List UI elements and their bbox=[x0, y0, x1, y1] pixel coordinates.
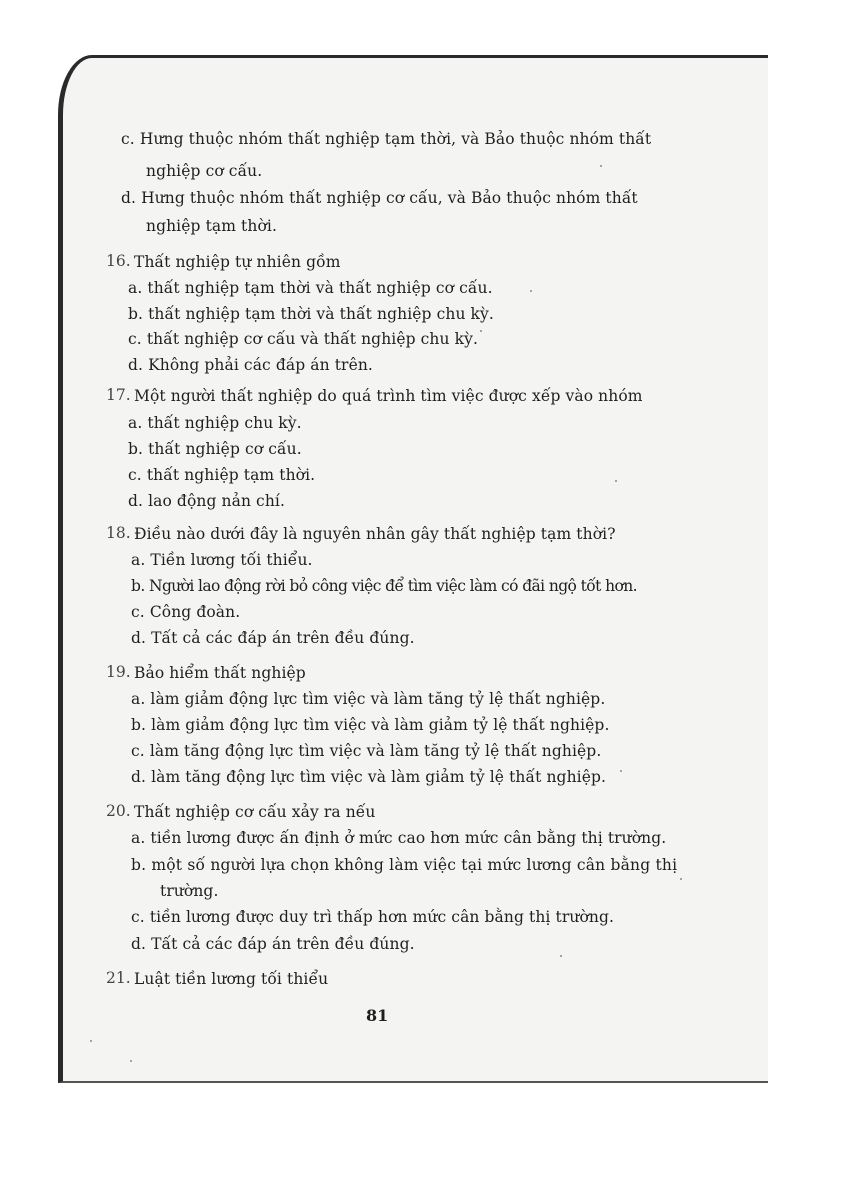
question-16-option-c: c. thất nghiệp cơ cấu và thất nghiệp chu kỳ. bbox=[128, 330, 479, 348]
scan-speck bbox=[90, 1040, 92, 1042]
scan-speck bbox=[560, 955, 562, 957]
question-16-option-d: d. Không phải các đáp án trên. bbox=[128, 356, 373, 374]
question-20-option-c: c. tiền lương được duy trì thấp hơn mức cân bằng thị trường. bbox=[131, 908, 615, 926]
question-18-option-a: a. Tiền lương tối thiểu. bbox=[131, 551, 313, 569]
question-16-option-a: a. thất nghiệp tạm thời và thất nghiệp cơ cấu. bbox=[128, 279, 493, 297]
option-15-d-line2: nghiệp tạm thời. bbox=[146, 217, 277, 235]
scan-speck bbox=[680, 878, 682, 880]
question-16-number: 16. bbox=[106, 252, 131, 270]
question-18-number: 18. bbox=[106, 524, 131, 542]
question-18-option-d: d. Tất cả các đáp án trên đều đúng. bbox=[131, 629, 415, 647]
question-20-number: 20. bbox=[106, 802, 131, 820]
scan-speck bbox=[130, 1060, 132, 1062]
question-19-option-c: c. làm tăng động lực tìm việc và làm tăng tỷ lệ thất nghiệp. bbox=[131, 742, 602, 760]
scan-speck bbox=[530, 290, 532, 292]
question-17-option-c: c. thất nghiệp tạm thời. bbox=[128, 466, 316, 484]
question-17-option-d: d. lao động nản chí. bbox=[128, 492, 285, 510]
page-number: 81 bbox=[366, 1006, 389, 1025]
question-18-option-c: c. Công đoàn. bbox=[131, 603, 241, 621]
scan-speck bbox=[600, 165, 602, 167]
question-20-option-a: a. tiền lương được ấn định ở mức cao hơn mức cân bằng thị trường. bbox=[131, 829, 667, 847]
question-17-option-b: b. thất nghiệp cơ cấu. bbox=[128, 440, 302, 458]
question-19-number: 19. bbox=[106, 663, 131, 681]
question-20-stem: Thất nghiệp cơ cấu xảy ra nếu bbox=[134, 803, 376, 821]
question-20-option-b-line1: b. một số người lựa chọn không làm việc tại mức lương cân bằng thị bbox=[131, 856, 678, 874]
option-15-d-line1: d. Hưng thuộc nhóm thất nghiệp cơ cấu, và Bảo thuộc nhóm thất bbox=[121, 189, 638, 207]
question-19-option-b: b. làm giảm động lực tìm việc và làm giảm tỷ lệ thất nghiệp. bbox=[131, 716, 610, 734]
question-18-option-b: b. Người lao động rời bỏ công việc để tìm việc làm có đãi ngộ tốt hơn. bbox=[131, 577, 637, 595]
question-21-number: 21. bbox=[106, 969, 131, 987]
question-21-stem: Luật tiền lương tối thiểu bbox=[134, 970, 329, 988]
question-19-option-d: d. làm tăng động lực tìm việc và làm giảm tỷ lệ thất nghiệp. bbox=[131, 768, 607, 786]
question-16-option-b: b. thất nghiệp tạm thời và thất nghiệp chu kỳ. bbox=[128, 305, 494, 323]
question-16-stem: Thất nghiệp tự nhiên gồm bbox=[134, 253, 341, 271]
question-19-option-a: a. làm giảm động lực tìm việc và làm tăng tỷ lệ thất nghiệp. bbox=[131, 690, 606, 708]
question-18-stem: Điều nào dưới đây là nguyên nhân gây thất nghiệp tạm thời? bbox=[134, 525, 616, 543]
question-19-stem: Bảo hiểm thất nghiệp bbox=[134, 664, 306, 682]
question-17-number: 17. bbox=[106, 386, 131, 404]
option-15-c-line1: c. Hưng thuộc nhóm thất nghiệp tạm thời, và Bảo thuộc nhóm thất bbox=[121, 130, 652, 148]
option-15-c-line2: nghiệp cơ cấu. bbox=[146, 162, 263, 180]
scan-speck bbox=[620, 770, 622, 772]
question-20-option-d: d. Tất cả các đáp án trên đều đúng. bbox=[131, 935, 415, 953]
question-17-stem: Một người thất nghiệp do quá trình tìm việc được xếp vào nhóm bbox=[134, 387, 643, 405]
scan-speck bbox=[615, 480, 617, 482]
question-17-option-a: a. thất nghiệp chu kỳ. bbox=[128, 414, 302, 432]
question-20-option-b-line2: trường. bbox=[160, 882, 219, 900]
scan-speck bbox=[480, 330, 482, 332]
